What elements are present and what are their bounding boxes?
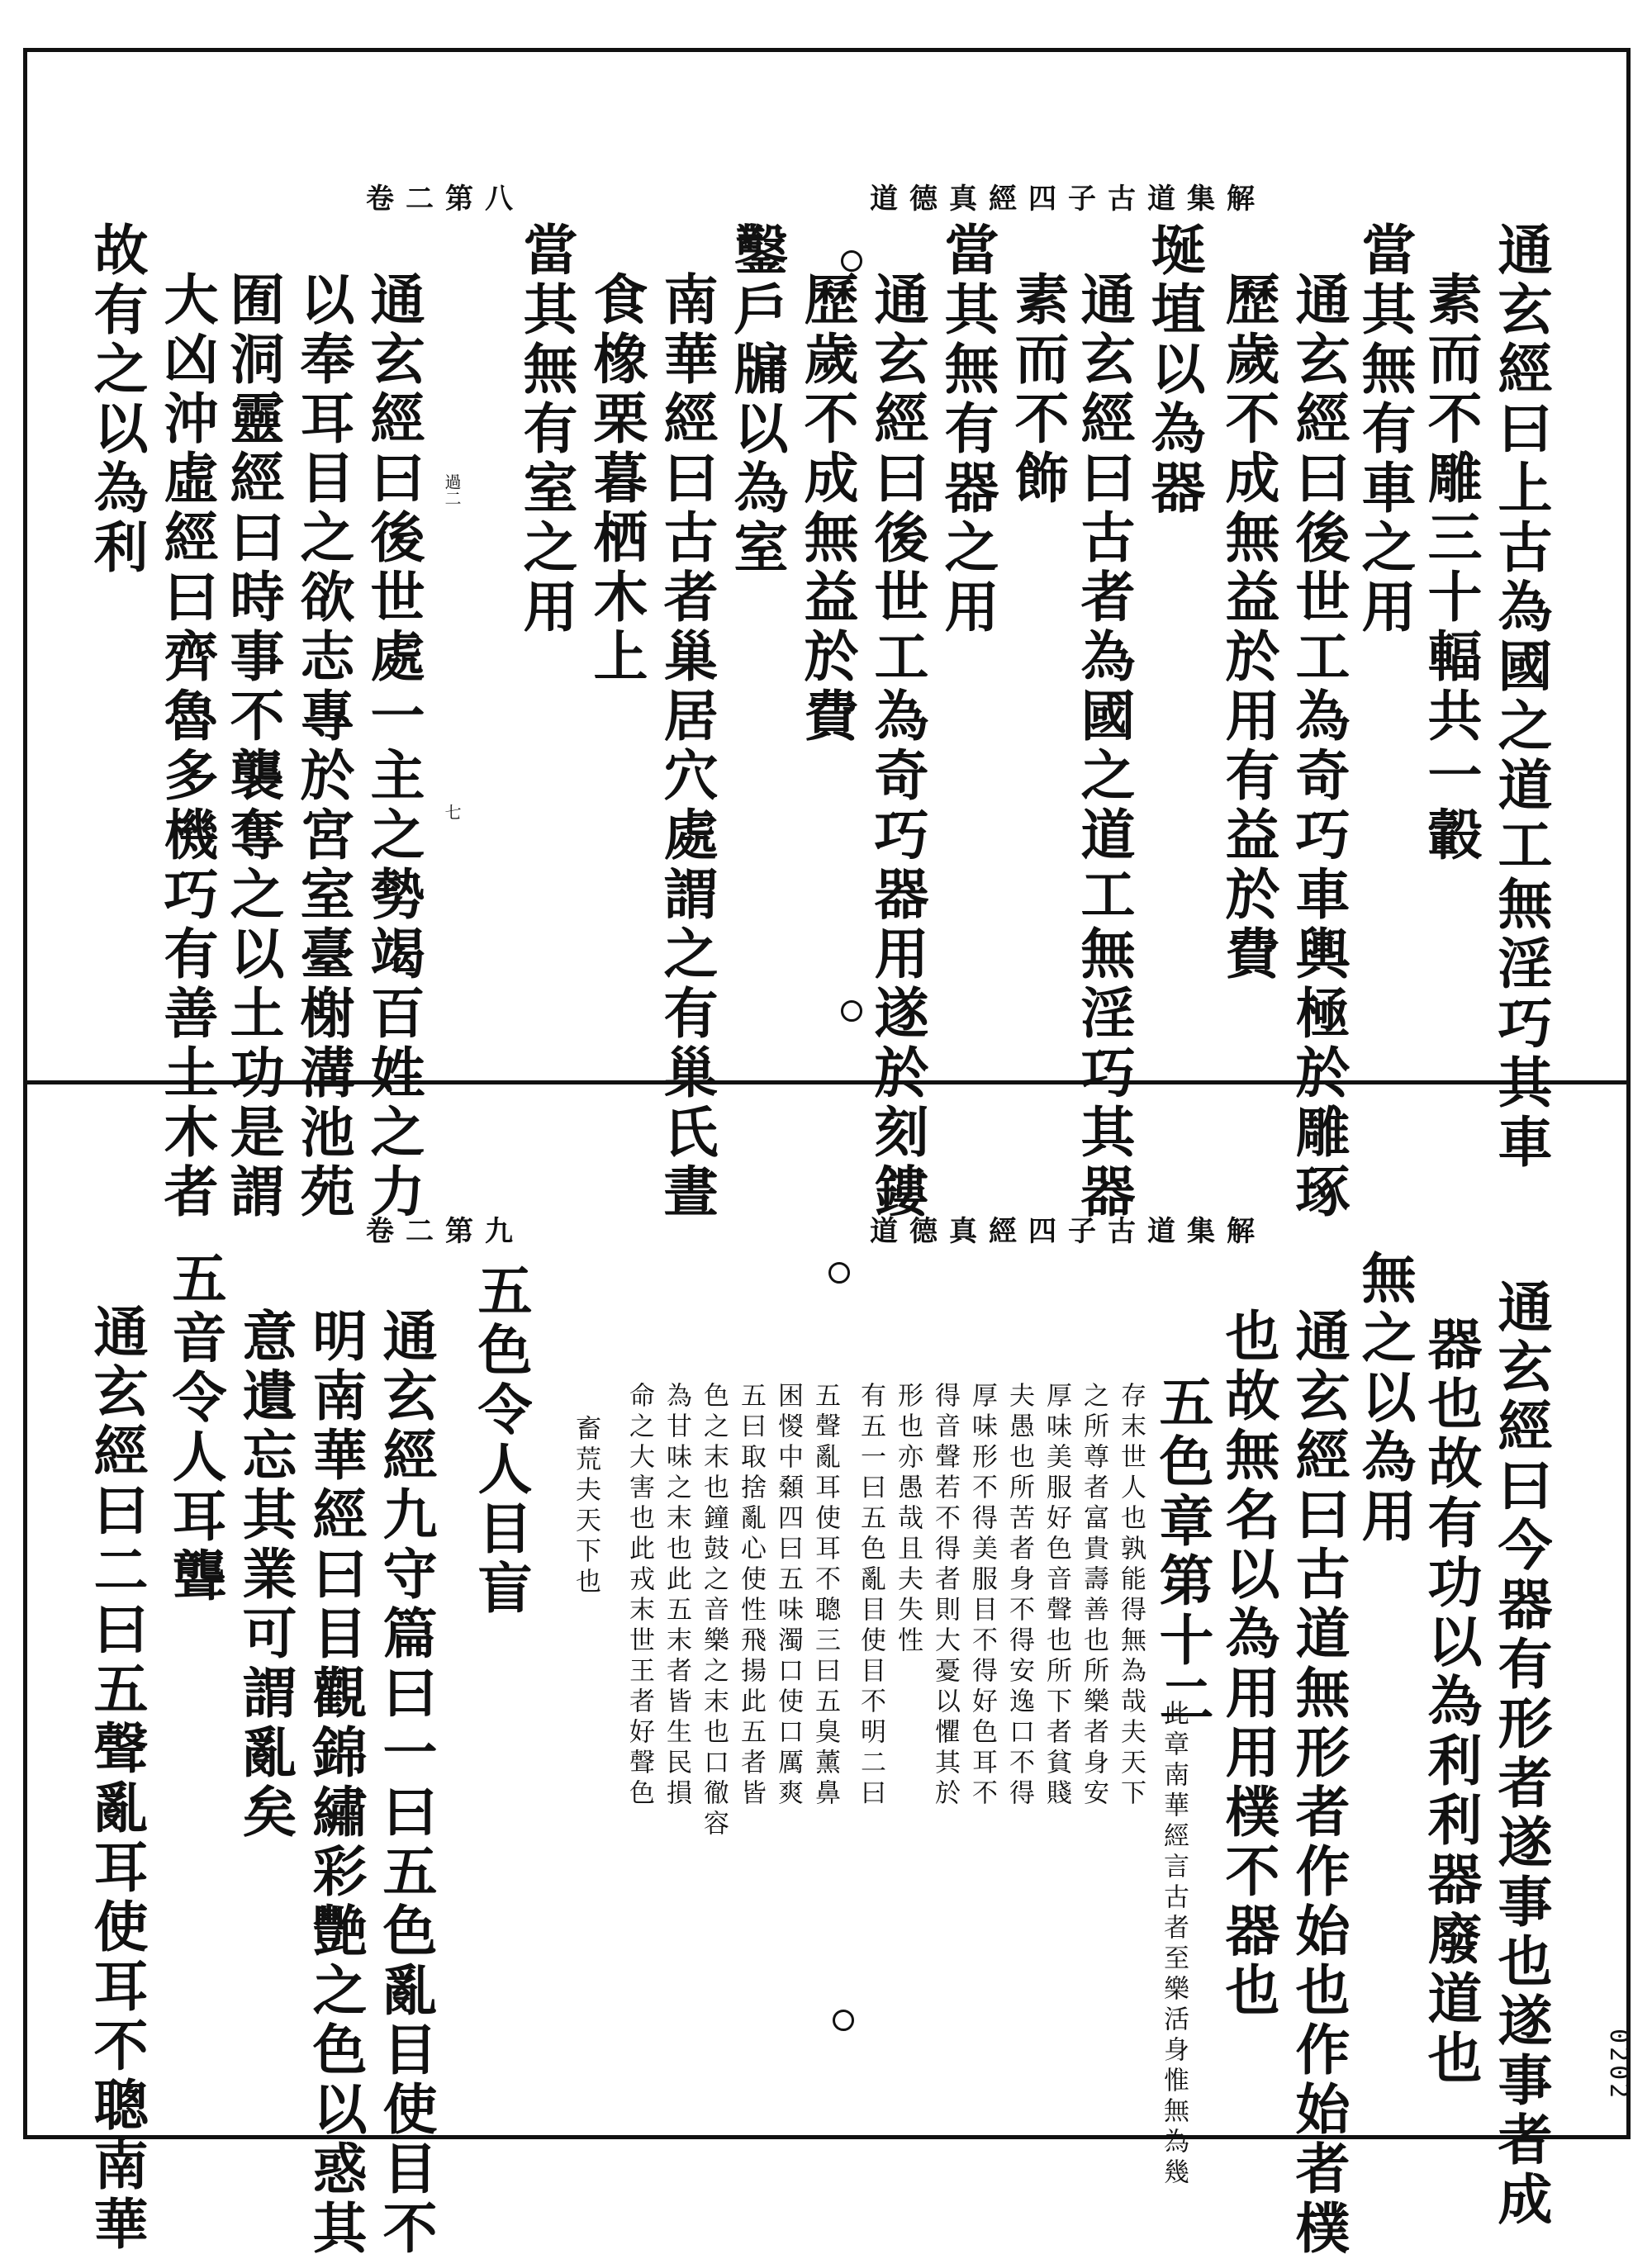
section-circle-marker	[841, 1000, 862, 1022]
top-col-20: 故有之以為利	[84, 221, 149, 578]
top-col-12: 鑿戶牖以為室	[724, 221, 789, 578]
top-col-8: 素而不飾	[1005, 271, 1070, 509]
bottom-col-3: 無之以為用	[1352, 1250, 1417, 1547]
page-number: 0202	[1604, 2029, 1633, 2102]
commentary-col-1: 此章南華經言古者至樂活身惟無為幾	[1159, 1700, 1189, 2189]
commentary-col-11: 困惾中顙四曰五味濁口使口厲爽	[773, 1382, 803, 1810]
section-circle-marker	[828, 1262, 850, 1284]
commentary-col-10: 五聲亂耳使耳不聰三曰五臭薰鼻	[810, 1382, 840, 1810]
commentary-col-8: 形也亦愚哉且夫失性	[893, 1382, 923, 1657]
bottom-col-11: 五音令人耳聾	[163, 1250, 227, 1606]
commentary-col-15: 命之大害也此戎末世王者好聲色	[624, 1382, 654, 1810]
bottom-panel	[27, 1084, 1626, 2259]
top-col-13: 南華經曰古者巢居穴處謂之有巢氏晝	[654, 271, 719, 1222]
top-header-juan: 卷二第八	[366, 183, 525, 216]
commentary-col-9: 有五一曰五色亂目使目不明二曰	[856, 1382, 885, 1810]
commentary-col-3: 之所尊者富貴壽善也所樂者身安	[1079, 1382, 1108, 1810]
top-col-5: 歷歲不成無益於用有益於費	[1216, 271, 1280, 985]
top-col-18: 囿洞靈經曰時事不襲奪之以土功是謂	[221, 271, 285, 1222]
top-col-2: 素而不雕三十輻共一轂	[1418, 271, 1483, 866]
commentary-col-7: 得音聲若不得者則大憂以懼其於	[930, 1382, 960, 1810]
commentary-col-4: 厚味美服好色音聲也所下者貧賤	[1042, 1382, 1071, 1810]
commentary-col-12: 五曰取捨亂心使性飛揚此五者皆	[736, 1382, 766, 1810]
bottom-col-7: 五色令人目盲	[468, 1262, 533, 1619]
top-col-10: 通玄經曰後世工為奇巧器用遂於刻鏤	[865, 271, 929, 1222]
section-circle-marker	[841, 250, 862, 272]
top-col-19: 大凶沖虛經曰齊魯多機巧有善土木者	[154, 271, 219, 1222]
bottom-col-2: 器也故有功以為利利器廢道也	[1418, 1316, 1483, 2089]
top-margin-note: 過二	[442, 473, 462, 506]
top-col-6: 埏埴以為器	[1142, 221, 1206, 519]
bottom-col-5: 也故無名以為用用樸不器也	[1216, 1307, 1280, 2021]
commentary-col-6: 厚味形不得美服目不得好色耳不	[967, 1382, 997, 1810]
bottom-header-juan: 卷二第九	[366, 1215, 525, 1248]
bottom-col-9: 明南華經曰目觀錦繡彩艷之色以惑其	[303, 1307, 368, 2259]
commentary-col-16: 畜荒夫天下也	[571, 1415, 601, 1598]
top-folio-note: 七	[442, 804, 462, 820]
top-col-17: 以奉耳目之欲志專於宮室臺榭溝池苑	[291, 271, 355, 1222]
bottom-col-4: 通玄經曰古道無形者作始也作始者樸	[1286, 1307, 1351, 2259]
top-col-3: 當其無有車之用	[1352, 221, 1417, 638]
commentary-col-2: 存末世人也孰能得無為哉夫天下	[1116, 1382, 1146, 1810]
bottom-col-12: 通玄經曰二曰五聲亂耳使耳不聰南華	[84, 1303, 149, 2255]
commentary-col-14: 為甘味之末也此五末者皆生民損	[662, 1382, 691, 1810]
top-col-7: 通玄經曰古者為國之道工無淫巧其器	[1071, 271, 1136, 1222]
bottom-col-1: 通玄經曰今器有形者遂事也遂事者成	[1488, 1279, 1553, 2230]
top-col-4: 通玄經曰後世工為奇巧車輿極於雕琢	[1286, 271, 1351, 1222]
top-col-9: 當其無有器之用	[935, 221, 999, 638]
top-col-15: 當其無有室之用	[514, 221, 578, 638]
top-header-title: 道德真經四子古道集解	[870, 183, 1266, 216]
top-panel	[27, 52, 1626, 1222]
top-col-1: 通玄經曰上古為國之道工無淫巧其車	[1488, 221, 1553, 1173]
top-col-16: 通玄經曰後世處一主之勢竭百姓之力	[361, 271, 425, 1222]
bottom-chapter-title: 五色章第十二	[1150, 1374, 1214, 1730]
commentary-col-5: 夫愚也所苦者身不得安逸口不得	[1004, 1382, 1034, 1810]
section-circle-marker	[833, 2010, 854, 2031]
bottom-header-title: 道德真經四子古道集解	[870, 1215, 1266, 1248]
commentary-col-13: 色之末也鐘鼓之音樂之末也口徹容	[699, 1382, 729, 1840]
top-col-11: 歷歲不成無益於費	[795, 271, 859, 747]
top-col-14: 食橡栗暮栖木上	[584, 271, 648, 687]
bottom-col-8: 通玄經九守篇曰一曰五色亂目使目不	[373, 1307, 438, 2259]
bottom-col-10: 意遺忘其業可謂亂矣	[233, 1307, 297, 1843]
